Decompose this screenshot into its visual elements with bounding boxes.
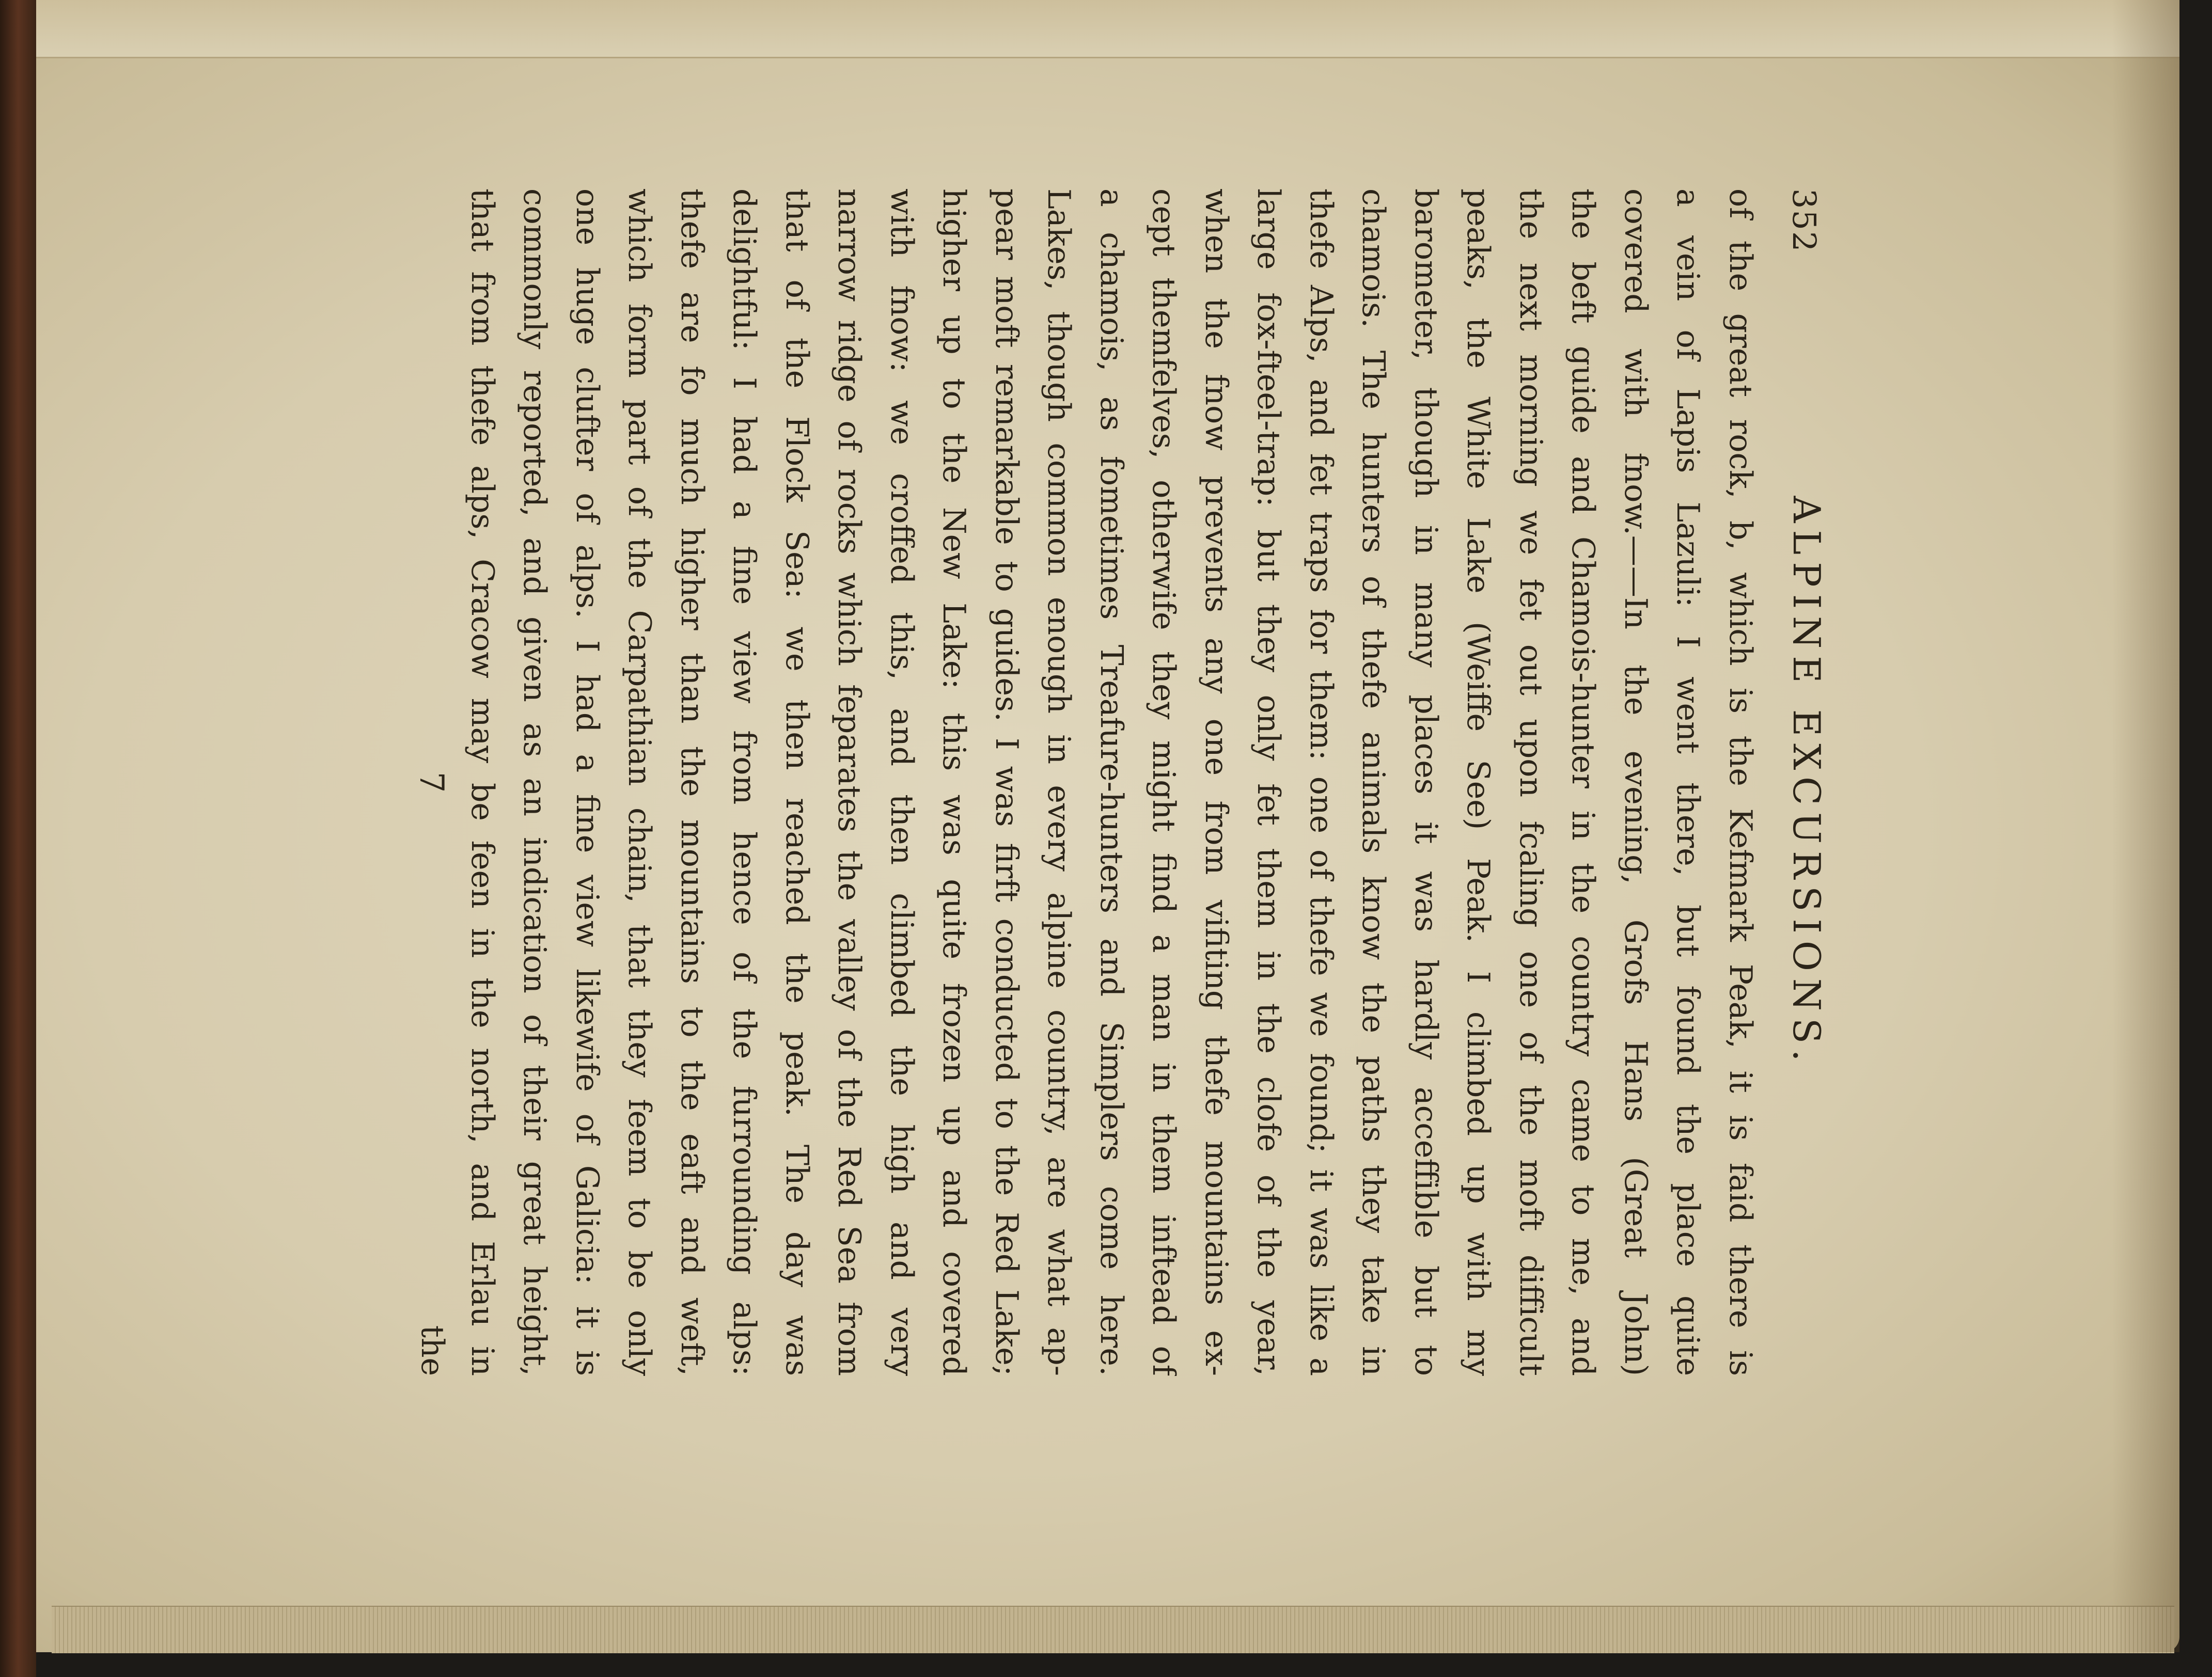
catchword: the xyxy=(414,1325,451,1376)
book-cover-edge xyxy=(0,0,36,1677)
text-line: chamois. The hunters of thefe animals know the paths they take in xyxy=(1355,188,1392,1376)
running-head xyxy=(1766,188,1844,1376)
body-text xyxy=(456,188,1767,1376)
text-line: commonly reported, and given as an indication of their great height, xyxy=(516,188,553,1376)
text-line: Lakes, though common enough in every alpine country, are what ap- xyxy=(1041,188,1077,1376)
text-line: of the great rock, b, which is the Kefmark Peak, it is faid there is xyxy=(1722,188,1759,1376)
text-line: which form part of the Carpathian chain, that they feem to be only xyxy=(621,188,658,1376)
text-line: a chamois, as fometimes Treafure-hunters and Simplers come here. xyxy=(1093,188,1129,1376)
text-line: thefe are fo much higher than the mountains to the eaft and weft, xyxy=(674,188,710,1376)
text-line: that of the Flock Sea: we then reached the peak. The day was xyxy=(779,188,815,1376)
text-line: narrow ridge of rocks which feparates the valley of the Red Sea from xyxy=(831,188,868,1376)
text-line: the beft guide and Chamois-hunter in the country came to me, and xyxy=(1565,188,1602,1376)
text-line: cept themfelves, otherwife they might find a man in them inftead of xyxy=(1146,188,1182,1376)
page-fore-edge xyxy=(52,1606,2174,1653)
signature-mark: 7 xyxy=(412,771,451,793)
page-number: 352 xyxy=(1785,188,1823,253)
running-head-title: ALPINE EXCURSIONS. xyxy=(1785,496,1828,1069)
text-line: a vein of Lapis Lazuli: I went there, but found the place quite xyxy=(1670,188,1706,1376)
text-line: covered with fnow.——In the evening, Grofs Hans (Great John) xyxy=(1618,188,1654,1376)
page-gutter-shadow xyxy=(2112,0,2179,1652)
text-line: delightful: I had a fine view from hence of the furrounding alps: xyxy=(726,188,763,1376)
text-line: the next morning we fet out upon fcaling one of the moft difficult xyxy=(1513,188,1549,1376)
text-line: higher up to the New Lake: this was quite frozen up and covered xyxy=(936,188,972,1376)
text-line: with fnow: we croffed this, and then climbed the high and very xyxy=(884,188,920,1376)
text-line: thefe Alps, and fet traps for them: one of thefe we found; it was like a xyxy=(1303,188,1339,1376)
page-top-edge xyxy=(36,0,2179,58)
text-line: peaks, the White Lake (Weiffe See) Peak. I climbed up with my xyxy=(1460,188,1497,1376)
page-foot xyxy=(399,188,456,1376)
text-line: one huge clufter of alps. I had a fine view likewife of Galicia: it is xyxy=(569,188,605,1376)
text-line: that from thefe alps, Cracow may be feen in the north, and Erlau in xyxy=(464,188,500,1376)
text-line: barometer, though in many places it was hardly acceffible but to xyxy=(1408,188,1444,1376)
text-line: large fox-fteel-trap: but they only fet them in the clofe of the year, xyxy=(1250,188,1287,1376)
text-block xyxy=(284,188,1844,1376)
text-line: pear moft remarkable to guides. I was firft conducted to the Red Lake; xyxy=(989,188,1025,1376)
text-line: when the fnow prevents any one from vifiting thefe mountains ex- xyxy=(1198,188,1234,1376)
